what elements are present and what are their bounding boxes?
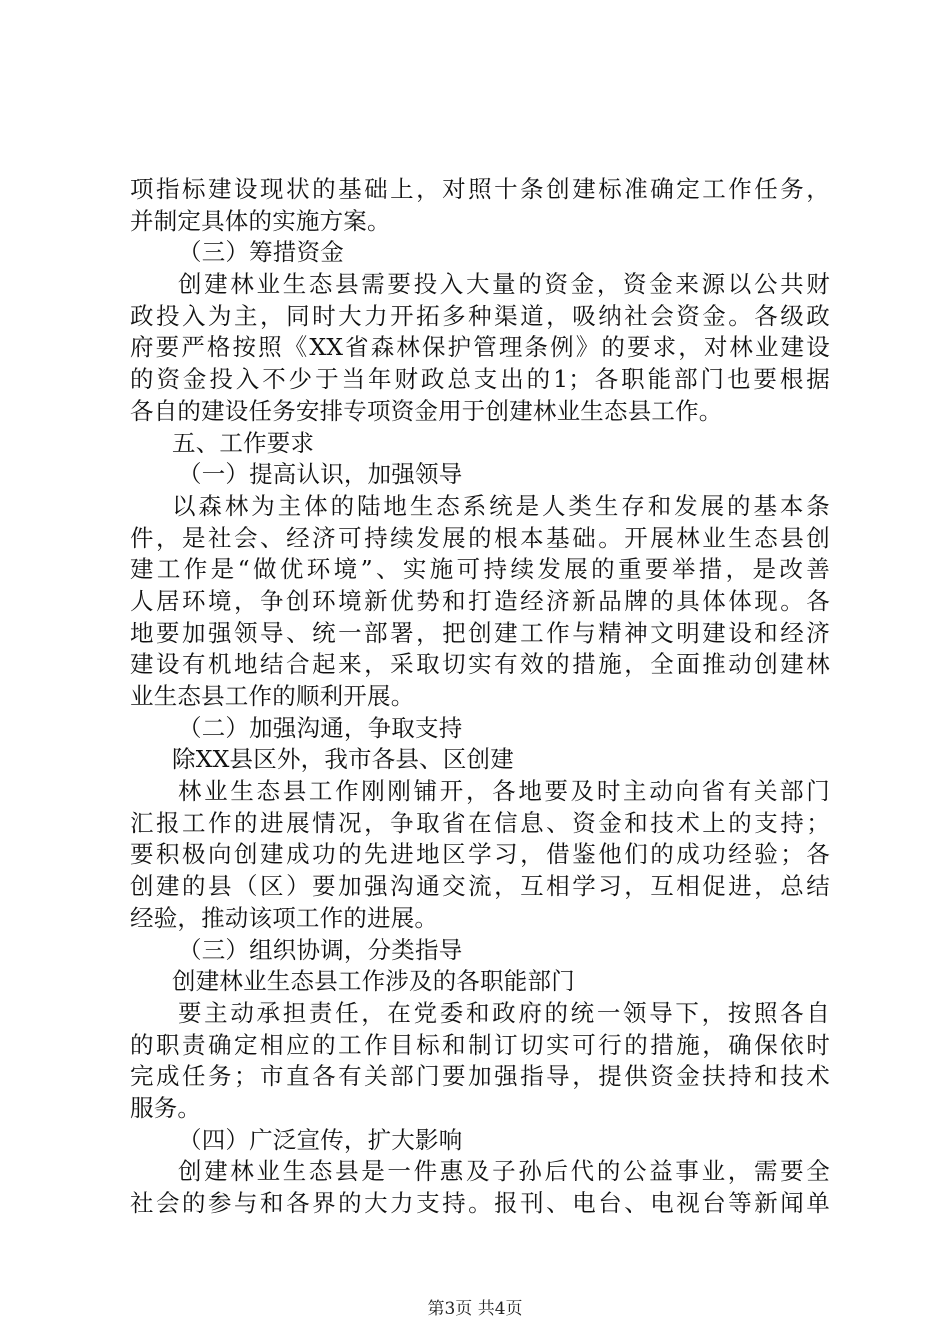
text-line: 要积极向创建成功的先进地区学习，借鉴他们的成功经验；各 [130, 840, 830, 869]
section-heading: （一）提高认识，加强领导 [178, 460, 463, 489]
text-line: 服务。 [130, 1093, 202, 1122]
section-heading: （二）加强沟通，争取支持 [178, 713, 463, 742]
document-body [130, 174, 830, 1220]
text-line: 要主动承担责任，在党委和政府的统一领导下，按照各自 [178, 998, 830, 1027]
text-line: 的资金投入不少于当年财政总支出的1；各职能部门也要根据 [130, 365, 830, 394]
text-line: 建设有机地结合起来，采取切实有效的措施，全面推动创建林 [130, 650, 830, 679]
text-line: 创建林业生态县需要投入大量的资金，资金来源以公共财 [178, 270, 830, 299]
section-heading: （三）组织协调，分类指导 [178, 935, 463, 964]
text-line: 件，是社会、经济可持续发展的根本基础。开展林业生态县创 [130, 523, 830, 552]
text-line: 经验，推动该项工作的进展。 [130, 903, 439, 932]
text-line: 林业生态县工作刚刚铺开，各地要及时主动向省有关部门 [178, 777, 830, 806]
text-line: 地要加强领导、统一部署，把创建工作与精神文明建设和经济 [130, 618, 830, 647]
text-line: 以森林为主体的陆地生态系统是人类生存和发展的基本条 [172, 491, 830, 520]
text-line: 项指标建设现状的基础上，对照十条创建标准确定工作任务， [130, 175, 830, 203]
text-line: 汇报工作的进展情况，争取省在信息、资金和技术上的支持； [130, 808, 830, 837]
text-line: 创建林业生态县工作涉及的各职能部门 [172, 967, 575, 996]
text-line: 府要严格按照《XX省森林保护管理条例》的要求，对林业建设 [130, 333, 830, 362]
text-line: 政投入为主，同时大力开拓多种渠道，吸纳社会资金。各级政 [130, 301, 830, 330]
text-line: 除XX县区外，我市各县、区创建 [172, 745, 514, 774]
section-heading: 五、工作要求 [172, 428, 315, 457]
text-line: 的职责确定相应的工作目标和制订切实可行的措施，确保依时 [130, 1030, 830, 1059]
text-line: 人居环境，争创环境新优势和打造经济新品牌的具体体现。各 [130, 586, 830, 615]
text-line: 完成任务；市直各有关部门要加强指导，提供资金扶持和技术 [130, 1062, 830, 1091]
text-line: 创建林业生态县是一件惠及子孙后代的公益事业，需要全 [178, 1157, 830, 1186]
text-line: 建工作是“做优环境”、实施可持续发展的重要举措，是改善 [130, 555, 830, 584]
page-number: 第3页 共4页 [427, 1299, 523, 1319]
text-line: 各自的建设任务安排专项资金用于创建林业生态县工作。 [130, 396, 723, 425]
text-line: 业生态县工作的顺利开展。 [130, 682, 415, 710]
text-line: 创建的县（区）要加强沟通交流，互相学习，互相促进，总结 [130, 872, 830, 901]
section-heading: （四）广泛宣传，扩大影响 [178, 1125, 463, 1154]
section-heading: （三）筹措资金 [178, 238, 344, 267]
text-line: 并制定具体的实施方案。 [130, 206, 391, 235]
text-line: 社会的参与和各界的大力支持。报刊、电台、电视台等新闻单 [130, 1189, 830, 1217]
